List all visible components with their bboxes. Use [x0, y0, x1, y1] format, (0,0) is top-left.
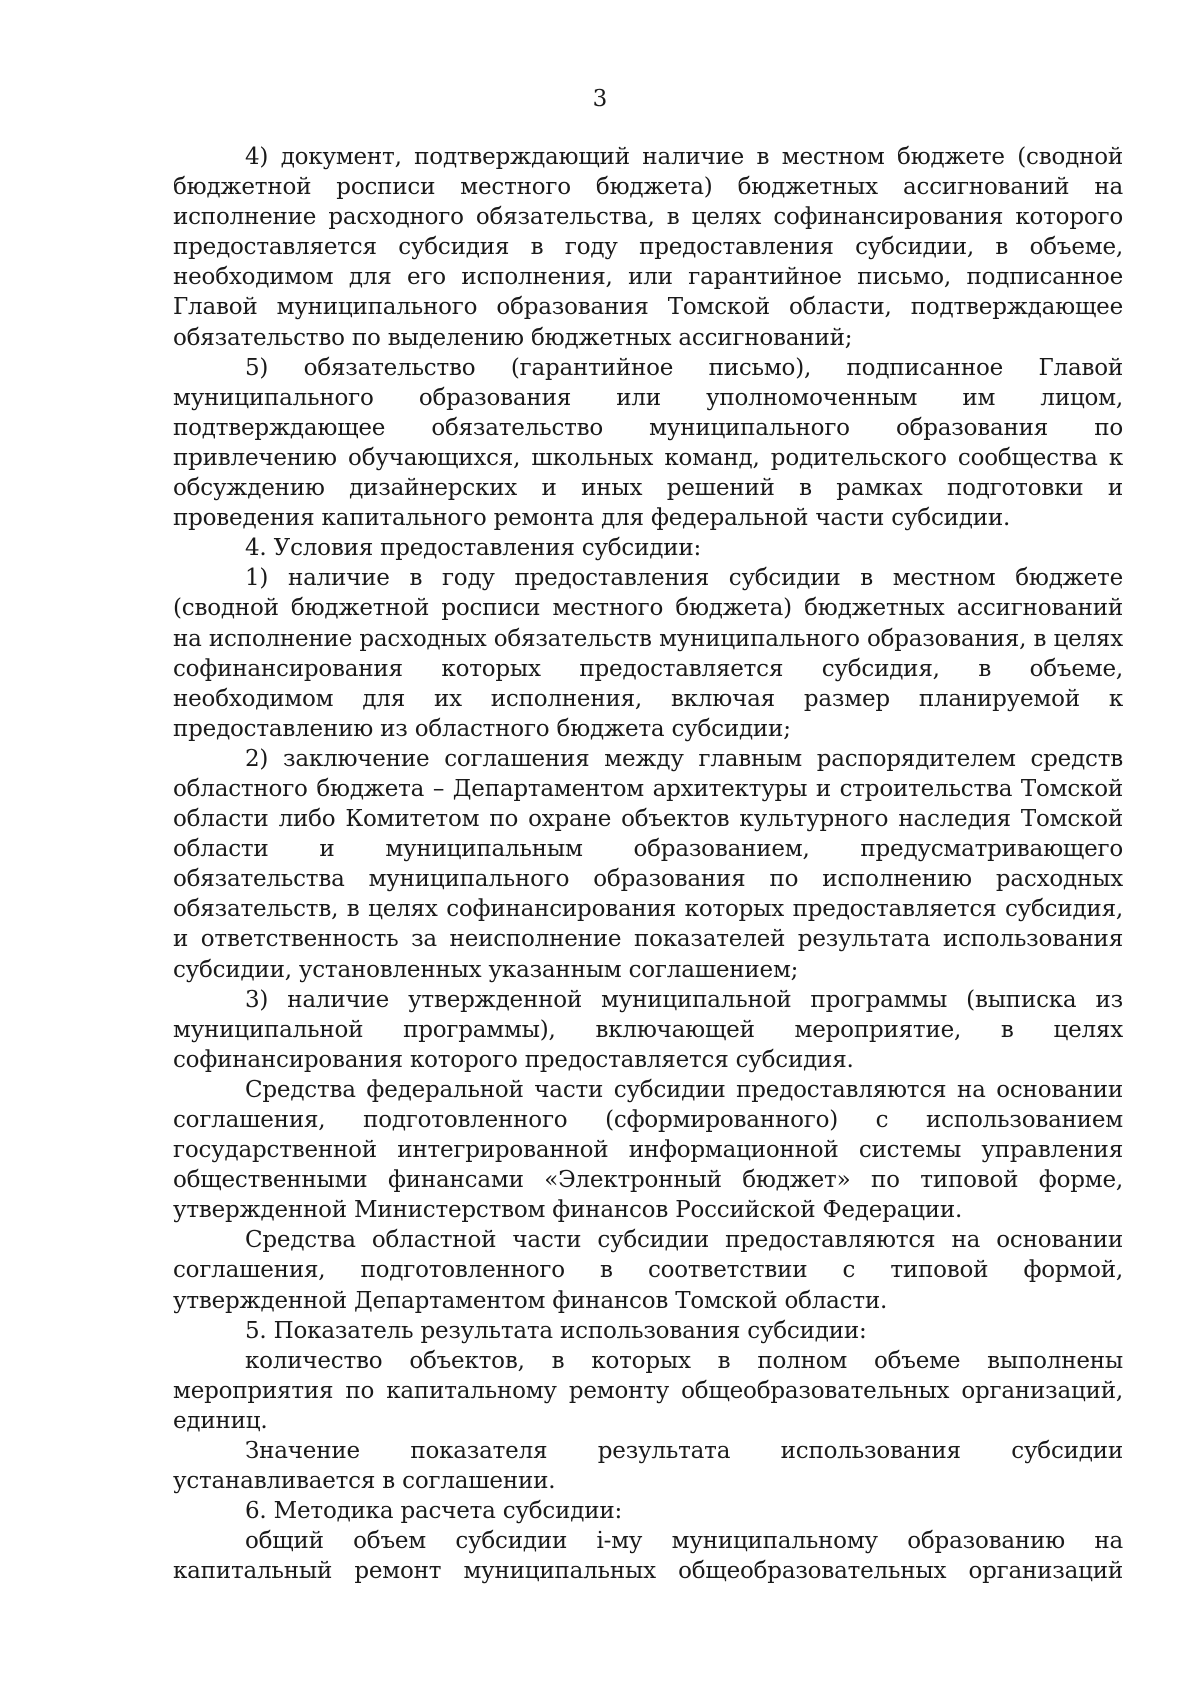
paragraph-regional-funds: Средства областной части субсидии предоставляются на основании соглашения, подготовленного в соответствии с типовой формой, утвержденной Департаментом финансов Томской области.: [173, 1227, 1123, 1314]
section-heading-calculation-method: 6. Методика расчета субсидии:: [245, 1498, 623, 1525]
document-body: [173, 142, 1123, 1587]
paragraph-guarantee-letter: 5) обязательство (гарантийное письмо), подписанное Главой муниципального образования или уполномоченным им лицом, подтверждающее обязательство муниципального образования по привлечению обучающихся, школьных команд, родительского сообщества к обсуждению дизайнерских и иных решений в рамках подготовки и проведения капитального ремонта для федеральной части субсидии.: [173, 354, 1123, 532]
paragraph-condition-3: 3) наличие утвержденной муниципальной программы (выписка из муниципальной программы), включающей мероприятие, в целях софинансирования которого предоставляется субсидия.: [173, 986, 1123, 1073]
paragraph-indicator-value: Значение показателя результата использования субсидии устанавливается в соглашении.: [173, 1438, 1123, 1495]
paragraph-condition-2: 2) заключение соглашения между главным распорядителем средств областного бюджета – Департаментом архитектуры и строительства Томской области либо Комитетом по охране объектов культурного наследия Томской области и муниципальным образованием, предусматривающего обязательства муниципального образования по исполнению расходных обязательств, в целях софинансирования которых предоставляется субсидия, и ответственность за неисполнение показателей результата использования субсидии, установленных указанным соглашением;: [173, 745, 1123, 983]
paragraph-federal-funds: Средства федеральной части субсидии предоставляются на основании соглашения, подготовленного (сформированного) с использованием государственной интегрированной информационной системы управления общественными финансами «Электронный бюджет» по типовой форме, утвержденной Министерством финансов Российской Федерации.: [173, 1076, 1123, 1224]
paragraph-total-subsidy: общий объем субсидии i-му муниципальному образованию на капитальный ремонт муниципальных общеобразовательных организаций: [173, 1528, 1123, 1585]
paragraph-budget-document: 4) документ, подтверждающий наличие в местном бюджете (сводной бюджетной росписи местного бюджета) бюджетных ассигнований на исполнение расходного обязательства, в целях софинансирования которого предоставляется субсидия в году предоставления субсидии, в объеме, необходимом для его исполнения, или гарантийное письмо, подписанное Главой муниципального образования Томской области, подтверждающее обязательство по выделению бюджетных ассигнований;: [173, 144, 1123, 351]
paragraph-condition-1: 1) наличие в году предоставления субсидии в местном бюджете (сводной бюджетной росписи местного бюджета) бюджетных ассигнований на исполнение расходных обязательств муниципального образования, в целях софинансирования которых предоставляется субсидия, в объеме, необходимом для их исполнения, включая размер планируемой к предоставлению из областного бюджета субсидии;: [173, 565, 1123, 742]
section-heading-result-indicator: 5. Показатель результата использования субсидии:: [245, 1317, 867, 1344]
section-heading-conditions: 4. Условия предоставления субсидии:: [245, 535, 701, 562]
page-number: 3: [592, 86, 608, 112]
paragraph-result-indicator: количество объектов, в которых в полном объеме выполнены мероприятия по капитальному ремонту общеобразовательных организаций, единиц.: [173, 1347, 1123, 1434]
